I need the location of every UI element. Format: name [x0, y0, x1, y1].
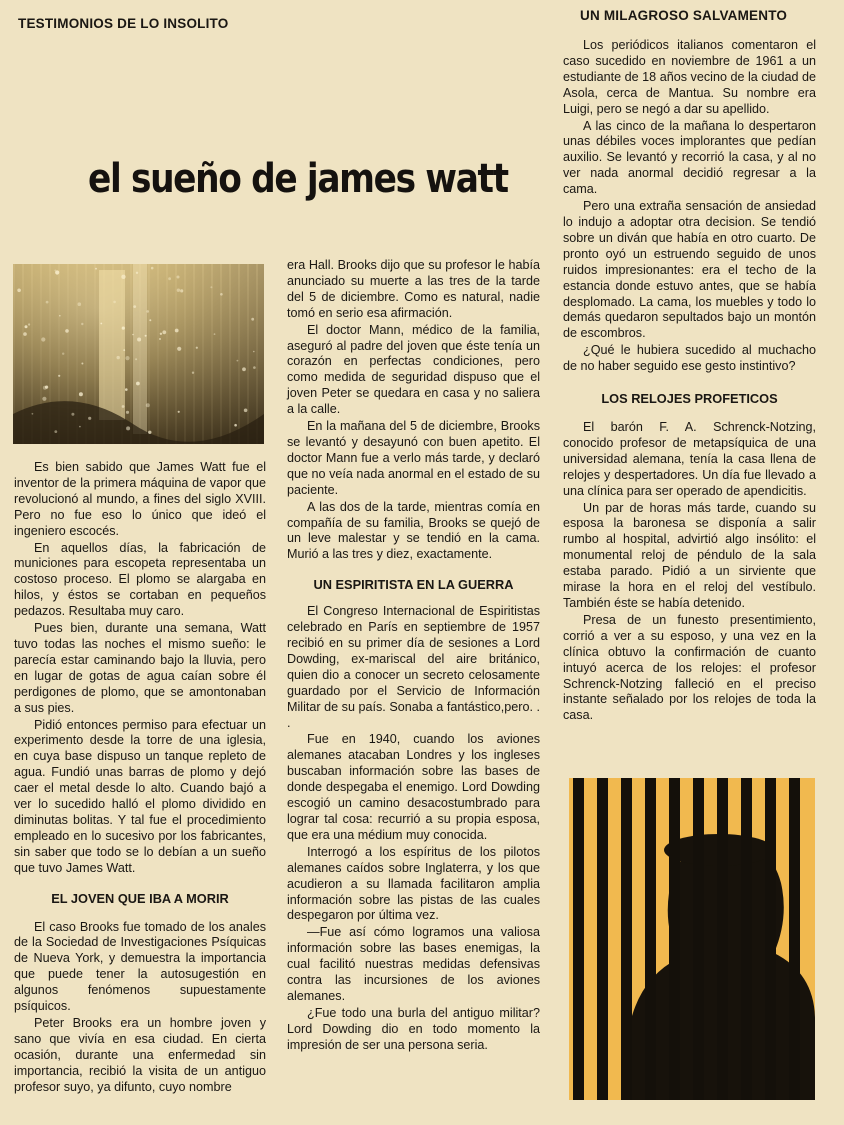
subheading-espiritista: UN ESPIRITISTA EN LA GUERRA — [313, 577, 514, 593]
lead-pellet — [237, 360, 239, 362]
rain-of-lead-photo — [13, 264, 264, 444]
lead-pellet — [17, 289, 21, 293]
lead-pellet — [214, 333, 216, 335]
rain-photo-art — [13, 264, 264, 444]
paragraph: Pidió entonces permiso para efectuar un experimento desde la torre de una iglesia, en cuya base dispuso un tanque repleto de agua. Fundió unas barras de plomo y dejó caer el metal desde lo alto. Cuando bajó a ver lo sucedido halló el plomo dividido en diminutas bolitas. Y tal fue el procedimiento empleado en lo sucesivo por los fabricantes, sin saber que todo se lo debían a un sueño que tuvo James Watt. — [14, 717, 266, 875]
lead-pellet — [177, 347, 181, 351]
lead-pellet — [23, 332, 27, 336]
paragraph: El doctor Mann, médico de la familia, aseguró al padre del joven que éste tenía un corazón en perfectas condiciones, pero como medida de seguridad dispuso que el joven Peter se quedara en casa y no saliera a la calle. — [287, 322, 540, 417]
lead-pellet — [148, 431, 151, 434]
lead-pellet — [122, 327, 125, 330]
lead-pellet — [62, 353, 64, 355]
silhouette-behind-bars-photo — [569, 778, 815, 1100]
lead-pellet — [123, 349, 125, 351]
prison-bar — [741, 778, 752, 1100]
lead-pellet — [192, 372, 194, 374]
article-column-1 — [14, 460, 266, 1097]
lead-pellet — [126, 426, 130, 430]
paragraph: El barón F. A. Schrenck-Notzing, conocido profesor de metapsíquica de una universidad alemana, tenía la casa llena de relojes y despertadores. Un día fue llevado a una clínica para ser operado de apendicitis. — [563, 420, 816, 498]
lead-pellet — [79, 426, 81, 428]
paragraph: Pues bien, durante una semana, Watt tuvo todas las noches el mismo sueño: le parecía estar caminando bajo la lluvia, pero en lugar de gotas de agua caían sobre él perdigones de plomo, que se amontonaban a sus pies. — [14, 621, 266, 715]
article-column-2 — [287, 258, 540, 1055]
lead-pellet — [58, 375, 60, 377]
lead-pellet — [196, 347, 198, 349]
lead-pellet — [175, 329, 179, 333]
lead-pellet — [28, 323, 30, 325]
subheading-el-joven: EL JOVEN QUE IBA A MORIR — [51, 890, 229, 906]
lead-pellet — [78, 302, 82, 306]
lead-pellet — [125, 388, 128, 391]
lead-pellet — [125, 356, 129, 360]
lead-pellet — [177, 289, 180, 292]
paragraph: ¿Fue todo una burla del antiguo militar? Lord Dowding dio en todo momento la impresión de ser una persona seria. — [287, 1005, 540, 1052]
lead-pellet — [32, 413, 34, 415]
lead-pellet — [242, 367, 246, 371]
paragraph: Los periódicos italianos comentaron el caso sucedido en noviembre de 1961 a un estudiante de 18 años vecino de la ciudad de Asola, cerca de Mantua. Su nombre era Luigi, pero se negó a dar su apellido. — [563, 38, 816, 116]
paragraph: Presa de un funesto presentimiento, corrió a ver a su esposo, y una vez en la clínica obtuvo la confirmación de cuanto intuyó acerca de los relojes: el profesor Schrenck-Notzing falleció en el preciso instante señalado por los relojes de toda la casa. — [563, 612, 816, 723]
paragraph: En aquellos días, la fabricación de municiones para escopeta representaba un costoso proceso. El plomo se alargaba en hilos, y éstos se cortaban en pequeños pedazos. Resultaba muy caro. — [14, 540, 266, 619]
subheading-relojes: LOS RELOJES PROFETICOS — [601, 391, 778, 407]
lead-pellet — [160, 333, 162, 335]
prison-bar — [597, 778, 608, 1100]
lead-pellet — [81, 323, 83, 325]
lead-pellet — [136, 272, 138, 274]
paragraph: El caso Brooks fue tomado de los anales de la Sociedad de Investigaciones Psíquicas de Nueva York, y demuestra la importancia que puede tener la autosugestión en algunos fenómenos supuestamente psíquicos. — [14, 919, 266, 1014]
lead-pellet — [117, 356, 120, 359]
lead-pellet — [145, 335, 147, 337]
prison-bar — [573, 778, 584, 1100]
lead-pellet — [180, 289, 183, 292]
lead-pellet — [137, 338, 141, 342]
lead-pellet — [251, 318, 254, 321]
paragraph: Peter Brooks era un hombre joven y sano que vivía en esa ciudad. En cierta ocasión, durante una enfermedad sin importancia, recibió la visita de un antiguo profesor suyo, ya difunto, cuyo nombre — [14, 1016, 266, 1094]
lead-pellet — [132, 334, 134, 336]
section-label-right: UN MILAGROSO SALVAMENTO — [580, 8, 788, 23]
prison-bar — [693, 778, 704, 1100]
lead-pellet — [210, 286, 212, 288]
paragraph: Es bien sabido que James Watt fue el inventor de la primera máquina de vapor que revolucionó al mundo, a fines del siglo XVIII. Pero no fue eso lo único que ideó el ingeniero escocés. — [14, 460, 266, 538]
prison-bar — [669, 778, 680, 1100]
lead-pellet — [65, 329, 69, 333]
article-title: el sueño de james watt — [88, 156, 508, 202]
paragraph: era Hall. Brooks dijo que su profesor le había anunciado su muerte a las tres de la tarde del 5 de diciembre. Como es natural, nadie tomó en serio esa afirmación. — [287, 258, 540, 320]
lead-pellet — [122, 405, 125, 408]
prison-bar — [621, 778, 632, 1100]
lead-pellet — [151, 267, 154, 270]
lead-pellet — [54, 270, 56, 272]
lead-pellet — [113, 301, 116, 304]
prison-bar — [765, 778, 776, 1100]
lead-pellet — [46, 301, 49, 304]
lead-pellet — [234, 424, 237, 427]
lead-pellet — [121, 275, 125, 279]
paragraph: Un par de horas más tarde, cuando su esposa la baronesa se disponía a salir rumbo al hospital, advirtió algo insólito: el monumental reloj de péndulo de la sala estaba parado. Pidió a un sirviente que mirase la hora en el reloj del vestíbulo. También éste se había detenido. — [563, 500, 816, 610]
lead-pellet — [41, 337, 45, 341]
section-label-left: TESTIMONIOS DE LO INSOLITO — [18, 16, 229, 31]
prison-bar — [717, 778, 728, 1100]
lead-pellet — [45, 386, 48, 389]
paragraph: Pero una extraña sensación de ansiedad lo indujo a adoptar otra decision. Se tendió sobre un diván que había en otro cuarto. De pronto oyó un estruendo seguido de unos ruidos impresionantes: era el techo de la estancia donde estuvo antes, que se había desplomado. La cama, los muebles y todo lo demás quedaron sepultados bajo un montón de escombros. — [563, 199, 816, 341]
lead-pellet — [253, 366, 256, 369]
paragraph: —Fue así cómo logramos una valiosa información sobre las bases enemigas, la cual facilitó nuestras medidas defensivas contra las incursiones de los aviones alemanes. — [287, 925, 540, 1003]
article-column-3 — [563, 38, 816, 725]
lead-pellet — [162, 330, 166, 334]
lead-pellet — [146, 403, 150, 407]
paragraph: A las dos de la tarde, mientras comía en compañía de su familia, Brooks se quejó de un leve malestar y se tendió en la cama. Murió a las tres y diez, exactamente. — [287, 499, 540, 562]
lead-pellet — [71, 413, 74, 416]
lead-pellet — [220, 293, 223, 296]
lead-pellet — [159, 338, 161, 340]
paragraph: En la mañana del 5 de diciembre, Brooks se levantó y desayunó con buen apetito. El doctor Mann fue a verlo más tarde, y declaró que no veía nada anormal en el estado de su paciente. — [287, 419, 540, 497]
lead-pellet — [54, 430, 57, 433]
prison-bar — [789, 778, 800, 1100]
lead-pellet — [59, 315, 61, 317]
lead-pellet — [146, 310, 149, 313]
lead-pellet — [25, 325, 28, 328]
lead-pellet — [81, 363, 83, 365]
paragraph: El Congreso Internacional de Espiritistas celebrado en París en septiembre de 1957 recibió en su primer día de sesiones a Lord Dowding, ex-mariscal del aire británico, quien dio a conocer un secreto celosamente guardado por el Servicio de Información Militar de su país. Sonaba a fantástico,pero. . . — [287, 604, 540, 730]
lead-pellet — [133, 305, 136, 308]
lead-pellet — [149, 319, 151, 321]
paragraph: Interrogó a los espíritus de los pilotos alemanes caídos sobre Inglaterra, y los que acudieron a su llamada facilitaron amplia información sobre las pistas de las cuales despegaron por última vez. — [287, 844, 540, 923]
paragraph: Fue en 1940, cuando los aviones alemanes atacaban Londres y los ingleses buscaban información sobre las bases de donde despegaba el enemigo. Lord Dowding escogió un camino desacostumbrado para lograr tal cosa: recurrió a su propia esposa, que era una médium muy conocida. — [287, 732, 540, 842]
lead-pellet — [88, 417, 91, 420]
lead-pellet — [42, 397, 46, 401]
lead-pellet — [126, 411, 129, 414]
lead-pellet — [95, 268, 97, 270]
paragraph: A las cinco de la mañana lo despertaron unas débiles voces implorantes que pedían auxilio. Se levantó y recorrió la casa, y al no ver nada anormal decidió regresar a la cama. — [563, 118, 816, 197]
lead-pellet — [178, 411, 180, 413]
lead-pellet — [168, 277, 171, 280]
paragraph: ¿Qué le hubiera sucedido al muchacho de no haber seguido ese gesto instintivo? — [563, 343, 816, 374]
lead-pellet — [79, 392, 83, 396]
prison-bar — [645, 778, 656, 1100]
lead-pellet — [100, 323, 102, 325]
lead-pellet — [177, 276, 180, 279]
lead-pellet — [244, 409, 248, 413]
lead-pellet — [253, 351, 255, 353]
lead-pellet — [136, 382, 140, 386]
lead-pellet — [135, 358, 137, 360]
bars-photo-art — [569, 778, 815, 1100]
